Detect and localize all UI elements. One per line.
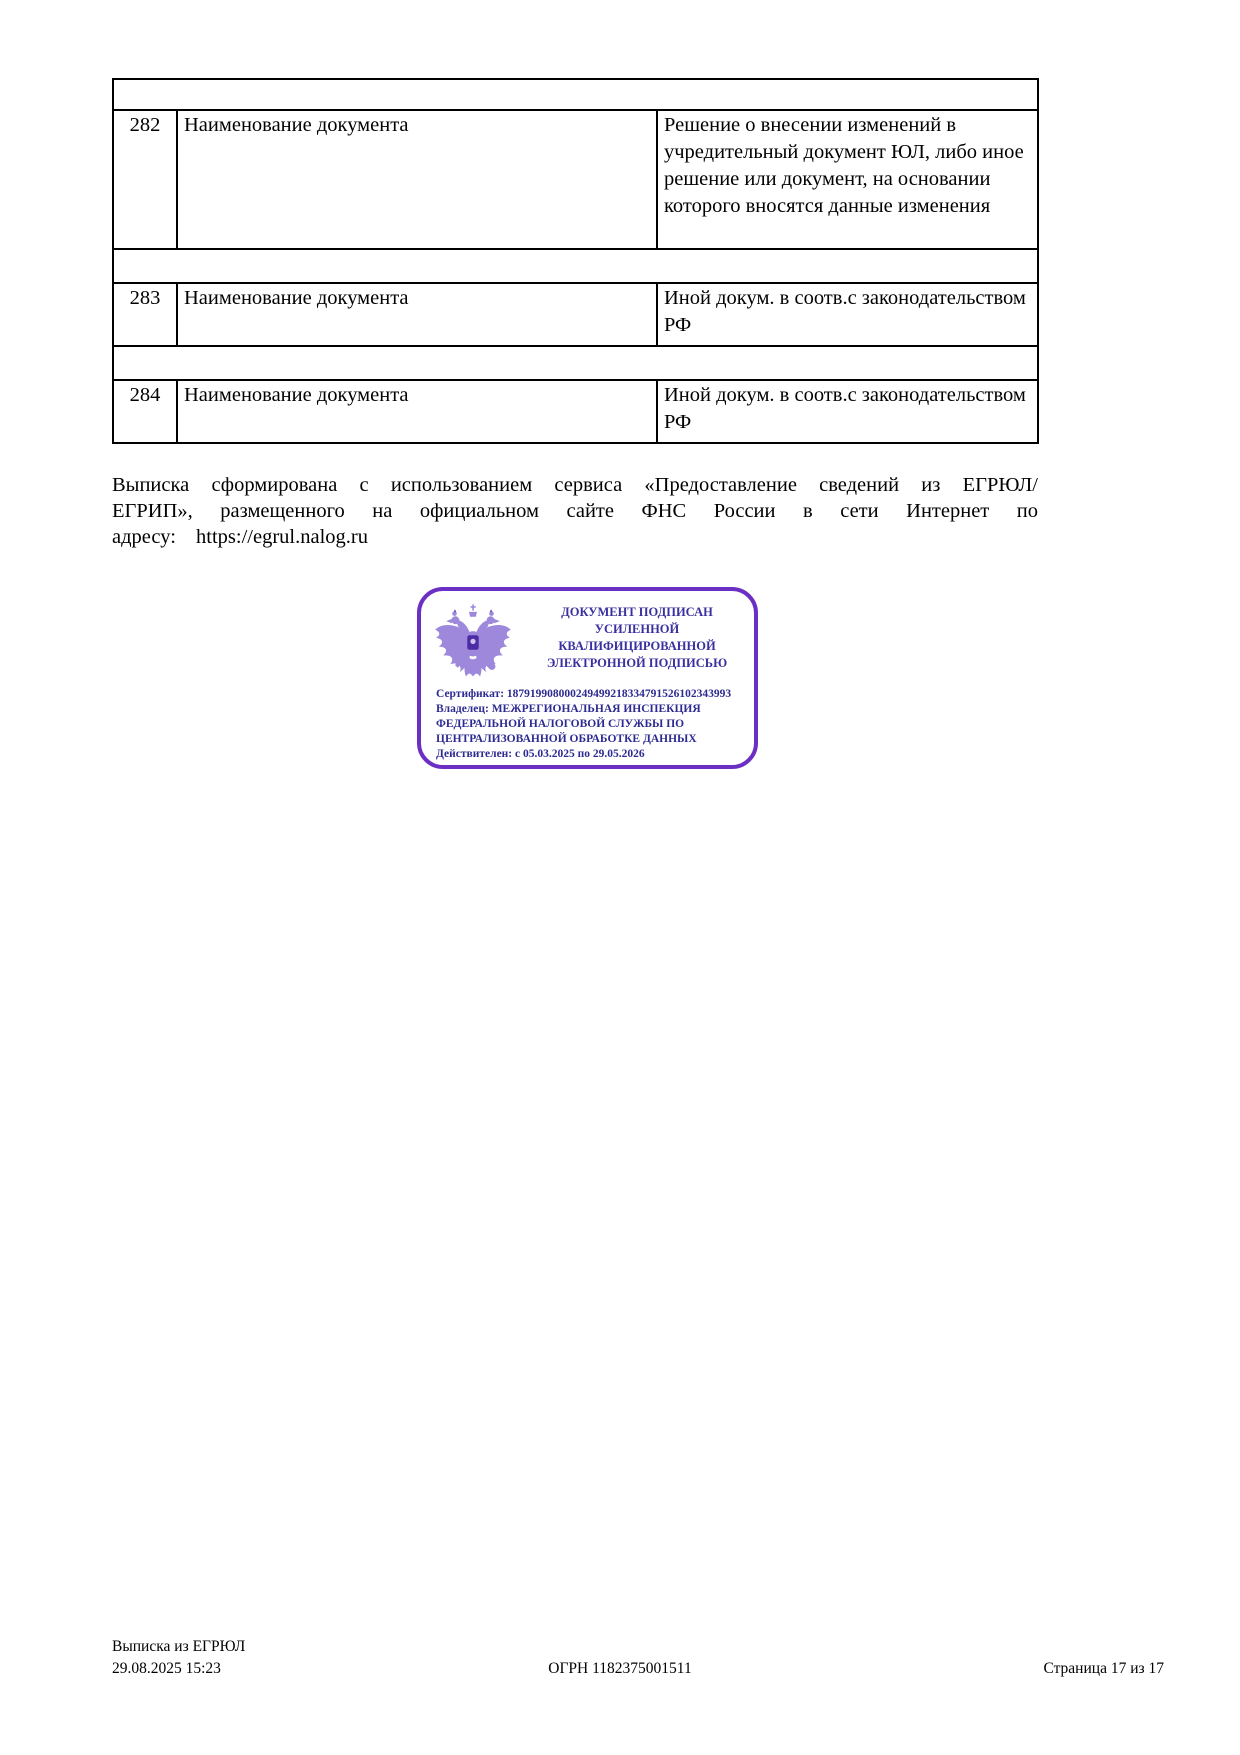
empty-cell <box>113 346 1038 380</box>
attribute-name-cell: Наименование документа <box>177 283 657 346</box>
validity-label: Действителен: <box>436 748 513 760</box>
document-table <box>112 78 1039 444</box>
validity-value: с 05.03.2025 по 29.05.2026 <box>515 748 645 760</box>
stamp-title <box>523 604 751 672</box>
empty-cell <box>113 79 1038 110</box>
attribute-name-cell: Наименование документа <box>177 380 657 443</box>
table-empty-row <box>113 79 1038 110</box>
stamp-title-line: УСИЛЕННОЙ КВАЛИФИЦИРОВАННОЙ <box>558 622 716 653</box>
certificate-line <box>436 687 748 702</box>
attribute-name-cell: Наименование документа <box>177 110 657 249</box>
stamp-title-line: ДОКУМЕНТ ПОДПИСАН <box>561 605 713 619</box>
row-number-cell: 282 <box>113 110 177 249</box>
owner-label: Владелец: <box>436 703 489 715</box>
table-row <box>113 110 1038 249</box>
signature-stamp <box>417 587 758 769</box>
table-spacer-row <box>113 249 1038 283</box>
row-number-cell: 283 <box>113 283 177 346</box>
empty-cell <box>113 249 1038 283</box>
footer-datetime: 29.08.2025 15:23 <box>112 1660 221 1677</box>
validity-line <box>436 747 748 762</box>
table-row <box>113 380 1038 443</box>
stamp-info <box>436 687 748 762</box>
attribute-value-cell: Иной докум. в соотв.с законодательством РФ <box>657 380 1038 443</box>
attribute-value-cell: Иной докум. в соотв.с законодательством РФ <box>657 283 1038 346</box>
certificate-label: Сертификат: <box>436 688 505 700</box>
stamp-title-line: ЭЛЕКТРОННОЙ ПОДПИСЬЮ <box>546 656 728 670</box>
footer-doc-type: Выписка из ЕГРЮЛ <box>112 1638 246 1655</box>
service-note-paragraph: Выписка сформирована с использованием сервиса «Предоставление сведений из ЕГРЮЛ/ЕГРИП», размещенного на официальном сайте ФНС России в сети Интернет по адресу: https://egrul.nalog.ru <box>112 474 1038 548</box>
table-spacer-row <box>113 346 1038 380</box>
footer-page-number: Страница 17 из 17 <box>1043 1660 1164 1677</box>
owner-value: МЕЖРЕГИОНАЛЬНАЯ ИНСПЕКЦИЯ ФЕДЕРАЛЬНОЙ НАЛОГОВОЙ СЛУЖБЫ ПО ЦЕНТРАЛИЗОВАННОЙ ОБРАБОТКЕ ДАННЫХ <box>436 703 701 745</box>
russia-double-headed-eagle-icon <box>428 600 518 688</box>
footer-ogrn: ОГРН 1182375001511 <box>548 1660 692 1677</box>
row-number-cell: 284 <box>113 380 177 443</box>
attribute-value-cell: Решение о внесении изменений в учредительный документ ЮЛ, либо иное решение или документ, на основании которого вносятся данные изменения <box>657 110 1038 249</box>
owner-line <box>436 702 748 747</box>
table-row <box>113 283 1038 346</box>
certificate-value: 187919908000249499218334791526102343993 <box>506 688 732 700</box>
